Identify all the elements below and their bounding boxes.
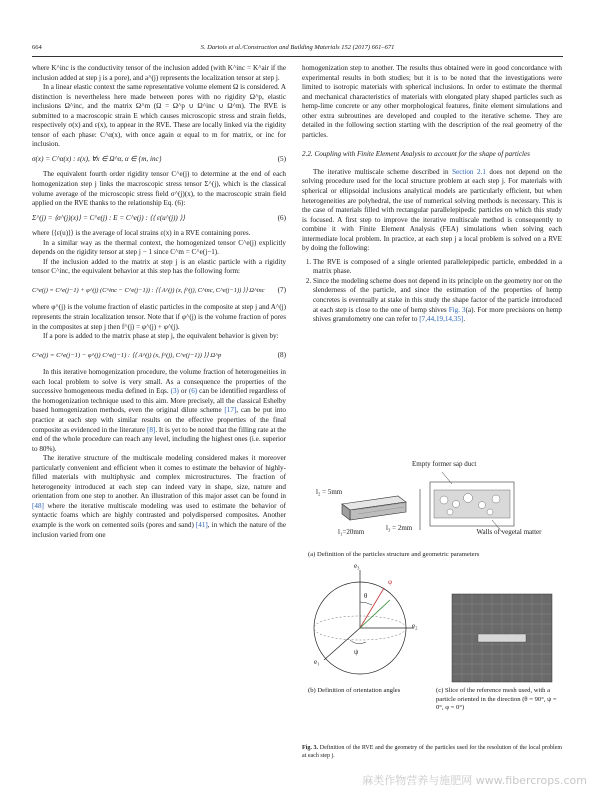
equation-5 [32, 155, 286, 165]
caption-c: (c) Slice of the reference mesh used, with a particle oriented in the direction (θ = 90°, ψ = 0°, φ = 0°) [436, 687, 557, 711]
equation-link[interactable]: (3) [170, 387, 179, 396]
equation-8 [32, 351, 286, 361]
label-e2: e₂ [412, 622, 418, 630]
header-rule [32, 56, 563, 57]
label-walls: Walls of vegetal matter [476, 528, 542, 536]
equation-number: (6) [277, 213, 286, 222]
text-run: can be identified regardless of the homogenization technique used to this aim. More precisely, all the classical Eshelby based homogenization methods, even the original dilute scheme [32, 387, 286, 415]
label-phi: φ [388, 578, 393, 586]
paragraph: If the inclusion added to the matrix at step j is an elastic particle with a rigidity tensor C^inc, the equivalent behavior at this step has the following form: [32, 257, 286, 276]
figure-caption-label: Fig. 3. [302, 745, 319, 751]
text-run: or [178, 387, 189, 396]
label-e1: e₁ [314, 658, 320, 666]
left-column [32, 64, 286, 540]
text-run: where the iterative multiscale modeling was used to estimate the behavior of syntactic foams which are highly contrasted and polydispersed composites. Another example is the work on cemented soils (pores and sand) [32, 501, 286, 529]
equation-6 [32, 214, 286, 224]
text-run: The iterative multiscale scheme described in [313, 167, 453, 176]
cross-section-cells [434, 490, 510, 518]
figure-3 [302, 452, 562, 782]
text-run: does not depend on the solving procedure used for the local structure problem at each step j. For materials with spherical or ellipsoidal inclusions analytical models are particularly efficient, but when heterogeneities are polyhedral, the use of numerical solving methods is necessary. This is the case of materials filled with rectangular parallelepipedic particles on which this study is focused. A first step to improve the iterative multiscale method is consequently to combine it with Finite Element Analysis (FEA) simulations when solving each intermediate local problem. In practice, at each step j a local problem is solved on a RVE by doing the following: [302, 167, 562, 253]
orientation-sphere [314, 570, 414, 674]
paragraph: If a pore is added to the matrix phase at step j, the equivalent behavior is given by: [43, 332, 279, 341]
figure-caption [302, 744, 562, 760]
paragraph: In a similar way as the thermal context, the homogenized tensor C^e(j) explicitly depends on the rigidity tensor at step j − 1 since C^m = C^e(j−1). [32, 238, 286, 257]
section-link[interactable]: Section 2.1 [452, 167, 486, 176]
paragraph [32, 368, 286, 454]
text-run: Since the modeling scheme does not depend in its principle on the geometry nor on the slenderness of the particle, and since the estimation of the properties of hemp concretes is eventually at stake in this study the shape factor of the particle introduced at each step is close to the one of hemp shives [313, 276, 562, 314]
watermark: 麻类作物营养与施肥网 www.fibercrops.com [362, 774, 587, 787]
text-run: , can be put into practice at each step with similar results on the effective properties of the final composite as evidenced in the literature [32, 406, 286, 434]
caption-b: (b) Definition of orientation angles [308, 687, 401, 694]
mesh-slice [452, 594, 552, 682]
equation-link[interactable]: (6) [188, 387, 198, 396]
label-l2: l₂ = 5mm [316, 488, 343, 496]
paragraph: where K^inc is the conductivity tensor of the inclusion added (with K^inc = K^air if the inclusion added at step j is a pore), and a^(j) represents the localization tensor at step j. [32, 64, 286, 82]
equation-number: (8) [277, 350, 286, 359]
equation-number: (5) [277, 154, 286, 163]
equation-body: C^e(j) = C^e(j−1) + φ^(j) (C^inc − C^e(j−1)) : ⟨⟨ A^(j) (x, f^(j), C^inc, C^e(j−1)) ⟩⟩ Ω^inc [32, 286, 265, 294]
paragraph: where φ^(j) is the volume fraction of elastic particles in the composite at step j and A^(j) represents the strain localization tensor. Note that if φ^(j) is the volume fraction of pores in the composites at step j then f^(j) = φ^(j) + φ^(j). [32, 303, 286, 331]
label-duct: Empty former sap duct [412, 460, 477, 468]
paragraph: In a linear elastic context the same representative volume element Ω is considered. A distinction is nevertheless here made between pores with no rigidity Ω^p, elastic inclusions Ω^inc, and the matrix Ω^m (Ω = Ω^p ∪ Ω^inc ∪ Ω^m). The RVE is submitted to a macroscopic strain E which causes microscopic stress and strain fields, respectively σ(x) and ε(x), to appear in the RVE. These are locally linked via the rigidity tensor of each phase: C^α(x), with once again α equal to m for matrix, or inc for inclusion. [32, 83, 286, 149]
equation-number: (7) [277, 285, 286, 294]
text-run: (a). For more precisions on hemp shives granulometry one can refer to [313, 305, 562, 324]
citation-link[interactable]: [17] [224, 406, 237, 415]
label-e3: e₃ [354, 562, 360, 570]
paragraph: The equivalent fourth order rigidity tensor C^e(j) to determine at the end of each homogenization step j links the macroscopic stress tensor Σ^(j), which is the classical volume average of the microscopic stress field σ^(j)(x), to the macroscopic strain field applied on the RVE thanks to the relationship Eq. (6): [32, 170, 286, 208]
figure-link[interactable]: Fig. 3 [448, 305, 466, 314]
citation-link[interactable]: [8] [147, 425, 156, 434]
caption-a: (a) Definition of the particles structure and geometric parameters [308, 551, 480, 558]
label-theta: θ [364, 592, 368, 600]
equation-7 [32, 286, 286, 296]
right-column [302, 64, 562, 325]
citation-link[interactable]: [7,44,19,14,35] [419, 315, 464, 324]
procedure-list [302, 258, 562, 325]
figure-caption-text: Definition of the RVE and the geometry of the particles used for the resolution of the local problem at each step j. [302, 745, 562, 759]
list-item: 1. The RVE is composed of a single oriented parallelepipedic particle, embedded in a matrix phase. [313, 258, 562, 277]
paragraph: homogenization step to another. The results thus obtained were in good concordance with experimental results in both studies; but it is to be noted that the investigations were limited to isotropic materials with spherical inclusions. In order to estimate the thermal and mechanical characteristics of materials with elongated platy shaped particles such as hemp-lime concrete or any other morphological features, finite element simulations and other extra subroutines are developed and coupled to the iterative scheme. They are detailed in the following section starting with the description of the real geometry of the particles. [302, 64, 562, 139]
section-heading: 2.2. Coupling with Finite Element Analysis to account for the shape of particles [302, 150, 530, 159]
citation-link[interactable]: [48] [32, 501, 44, 510]
equation-body: σ(x) = C^α(x) : ε(x), ∀x ∈ Ω^α, α ∈ {m, inc} [32, 154, 162, 163]
journal-citation: S. Dartois et al./Construction and Building Materials 152 (2017) 661–671 [200, 44, 395, 51]
text-run: . [463, 315, 466, 324]
equation-body: Σ^(j) = ⟨σ^(j)(x)⟩ = C^e(j) : E = C^e(j) : ⟨⟨ ε(u^(j)) ⟩⟩ [32, 213, 186, 222]
paragraph [302, 168, 562, 254]
label-l3: l₃ = 2mm [386, 524, 413, 532]
text-run: , in which the nature of the inclusion varied from one [32, 520, 286, 539]
text-run: In this iterative homogenization procedure, the volume fraction of heterogeneities in each local problem to solve is very small. As a consequence the properties of the successive homogeneous media defined in Eqs. [32, 368, 286, 396]
running-header [32, 44, 563, 56]
page-number: 664 [32, 44, 42, 51]
label-l1: l₁=20mm [338, 528, 365, 536]
text-run: The iterative structure of the multiscale modeling considered makes it moreover particularly convenient and efficient when it comes to estimate the behavior of highly-filled materials with multiphysic and complex microstructures. The fraction of heterogeneity introduced at each step can indeed vary in shape, size, nature and orientation from one step to another. An illustration of this major asset can be found in [32, 454, 286, 501]
label-psi: ψ [354, 648, 359, 656]
paragraph: where ⟨⟨ε(u)⟩⟩ is the average of local strains ε(x) in a RVE containing pores. [32, 229, 251, 238]
text-run: . It is yet to be noted that the filling rate at the end of the whole procedure can reach any level, including the highest ones (i.e. superior to 80%). [32, 425, 287, 453]
particle-block [342, 496, 406, 520]
citation-link[interactable]: [41] [195, 520, 208, 529]
paragraph [32, 454, 286, 540]
equation-body: C^e(j) = C^e(j−1) − φ^(j) C^e(j−1) : ⟨⟨ A^(j) (x, f^(j), C^e(j−1)) ⟩⟩ Ω^p [32, 351, 222, 359]
particle-slice [478, 634, 526, 642]
list-item [313, 277, 562, 325]
